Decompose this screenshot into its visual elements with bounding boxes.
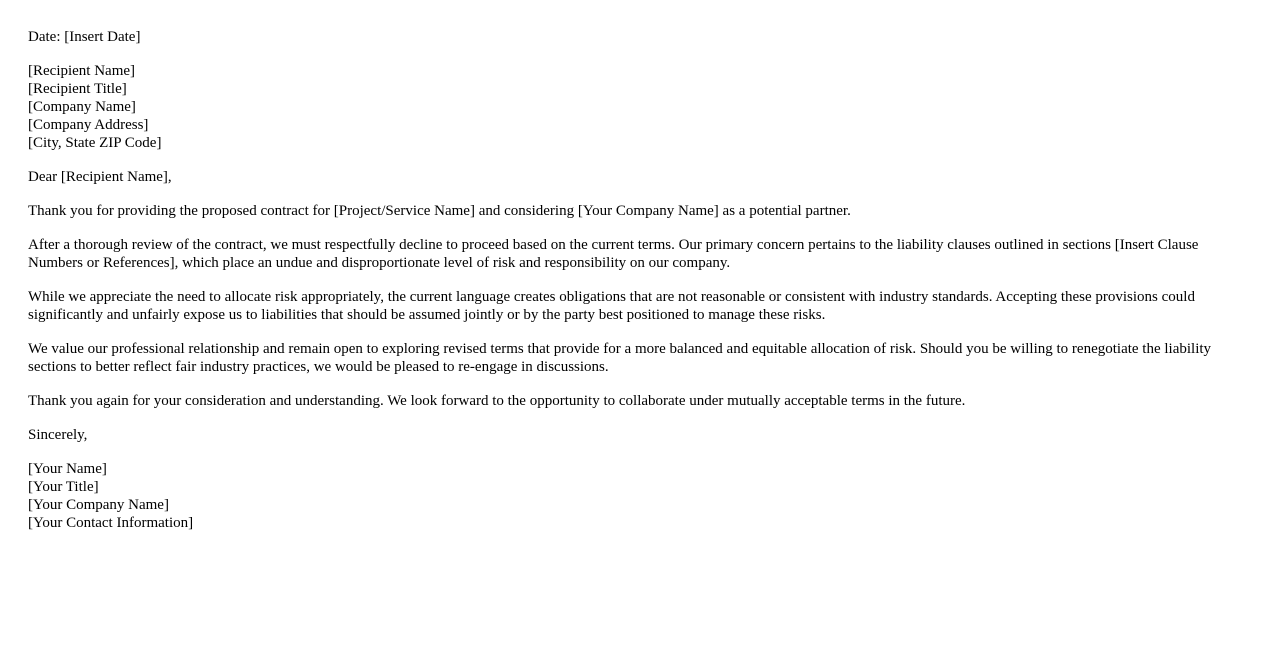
recipient-company: [Company Name] [28, 99, 136, 115]
paragraph-intro: Thank you for providing the proposed contract for [Project/Service Name] and considering [Your Company Name] as a potential partner. [28, 203, 851, 219]
signature-company: [Your Company Name] [28, 497, 169, 513]
paragraph-decline: After a thorough review of the contract, we must respectfully decline to proceed based on the current terms. Our primary concern pertains to the liability clauses outlined in sections [Insert Clause Numbers or References], which place an undue and disproportionate level of risk and responsibility on our company. [28, 237, 1199, 271]
signature-contact: [Your Contact Information] [28, 515, 194, 531]
signature-name: [Your Name] [28, 461, 107, 477]
signature-block [28, 460, 1250, 532]
paragraph-renegotiate: We value our professional relationship and remain open to exploring revised terms that provide for a more balanced and equitable allocation of risk. Should you be willing to renegotiate the liability sections to better reflect fair industry practices, we would be pleased to re-engage in discussions. [28, 341, 1212, 375]
letter-date: Date: [Insert Date] [28, 29, 141, 45]
signature-title: [Your Title] [28, 479, 99, 495]
recipient-name: [Recipient Name] [28, 63, 136, 79]
recipient-city: [City, State ZIP Code] [28, 135, 162, 151]
recipient-title: [Recipient Title] [28, 81, 127, 97]
recipient-block [28, 62, 1250, 152]
salutation: Dear [Recipient Name], [28, 169, 172, 185]
letter-document [28, 28, 1250, 548]
paragraph-risk: While we appreciate the need to allocate risk appropriately, the current language creates obligations that are not reasonable or consistent with industry standards. Accepting these provisions could significantly and unfairly expose us to liabilities that should be assumed jointly or by the party best positioned to manage these risks. [28, 289, 1195, 323]
closing: Sincerely, [28, 427, 88, 443]
paragraph-thanks: Thank you again for your consideration and understanding. We look forward to the opportunity to collaborate under mutually acceptable terms in the future. [28, 393, 966, 409]
recipient-address: [Company Address] [28, 117, 149, 133]
